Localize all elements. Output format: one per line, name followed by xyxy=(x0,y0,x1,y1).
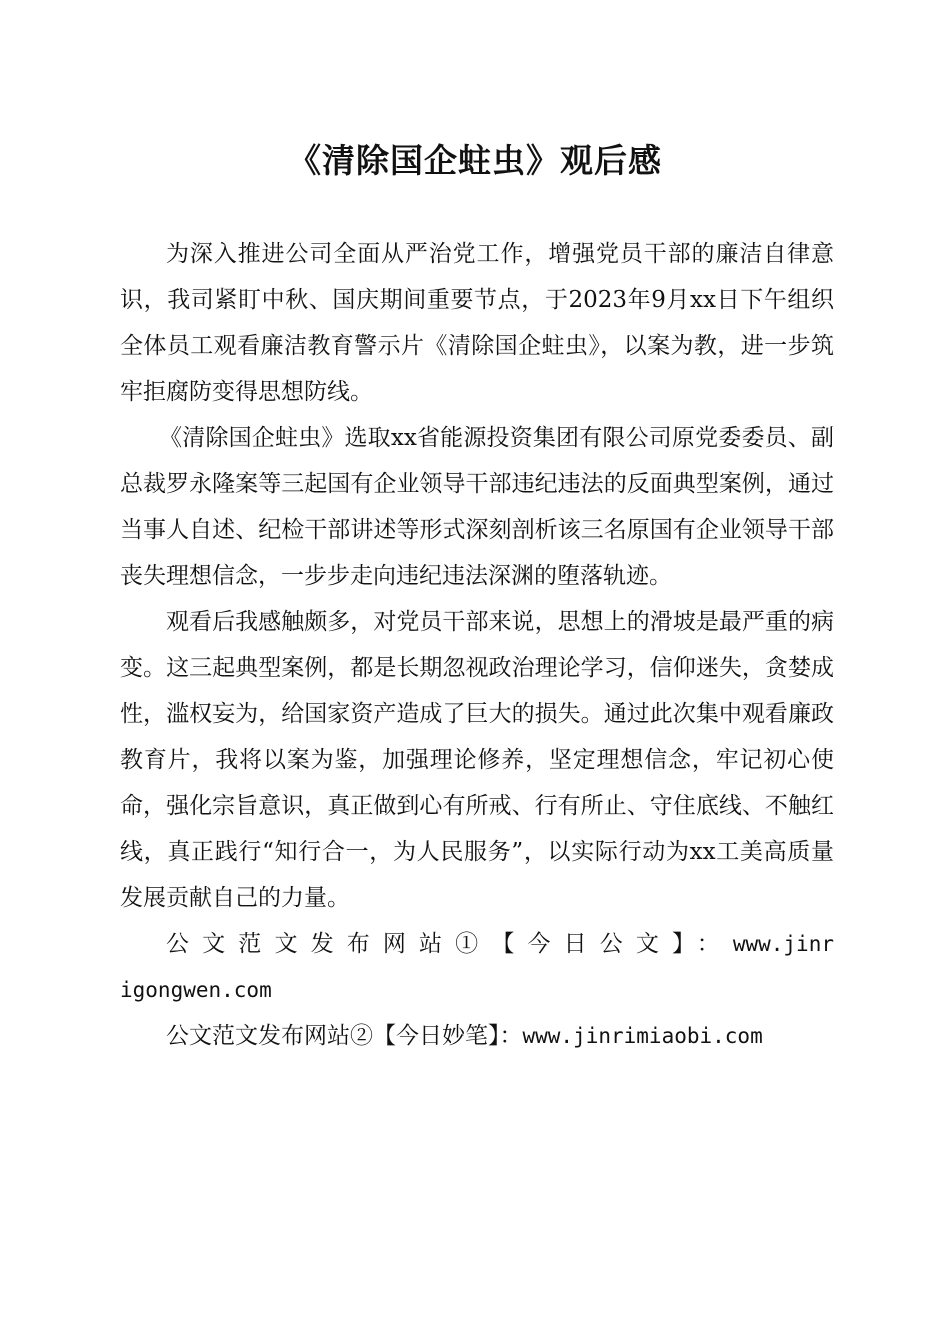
document-body xyxy=(120,231,834,1059)
paragraph-film-summary: 《清除国企蛀虫》选取xx省能源投资集团有限公司原党委委员、副总裁罗永隆案等三起国有企业领导干部违纪违法的反面典型案例，通过当事人自述、纪检干部讲述等形式深刻剖析该三名原国有企业领导干部丧失理想信念，一步步走向违纪违法深渊的堕落轨迹。 xyxy=(120,425,834,589)
paragraph-reflection: 观看后我感触颇多，对党员干部来说，思想上的滑坡是最严重的病变。这三起典型案例，都是长期忽视政治理论学习，信仰迷失，贪婪成性，滥权妄为，给国家资产造成了巨大的损失。通过此次集中观看廉政教育片，我将以案为鉴，加强理论修养，坚定理想信念，牢记初心使命，强化宗旨意识，真正做到心有所戒、行有所止、守住底线、不触红线，真正践行“知行合一，为人民服务”，以实际行动为xx工美高质量发展贡献自己的力量。 xyxy=(120,609,834,911)
site-2-url[interactable]: www.jinrimiaobi.com xyxy=(522,1024,763,1048)
site-line-2 xyxy=(120,1013,834,1059)
site-line-1 xyxy=(120,921,834,1013)
paragraph-intro: 为深入推进公司全面从严治党工作，增强党员干部的廉洁自律意识，我司紧盯中秋、国庆期间重要节点，于2023年9月xx日下午组织全体员工观看廉洁教育警示片《清除国企蛀虫》，以案为教，进一步筑牢拒腐防变得思想防线。 xyxy=(120,241,834,405)
site-1-url[interactable]: www.jinrigongwen.com xyxy=(120,932,834,1002)
document-title: 《清除国企蛀虫》观后感 xyxy=(288,141,662,180)
site-2-label: 公文范文发布网站②【今日妙笔】： xyxy=(166,1023,523,1049)
site-1-label: 公文范文发布网站①【今日公文】： xyxy=(166,931,733,957)
